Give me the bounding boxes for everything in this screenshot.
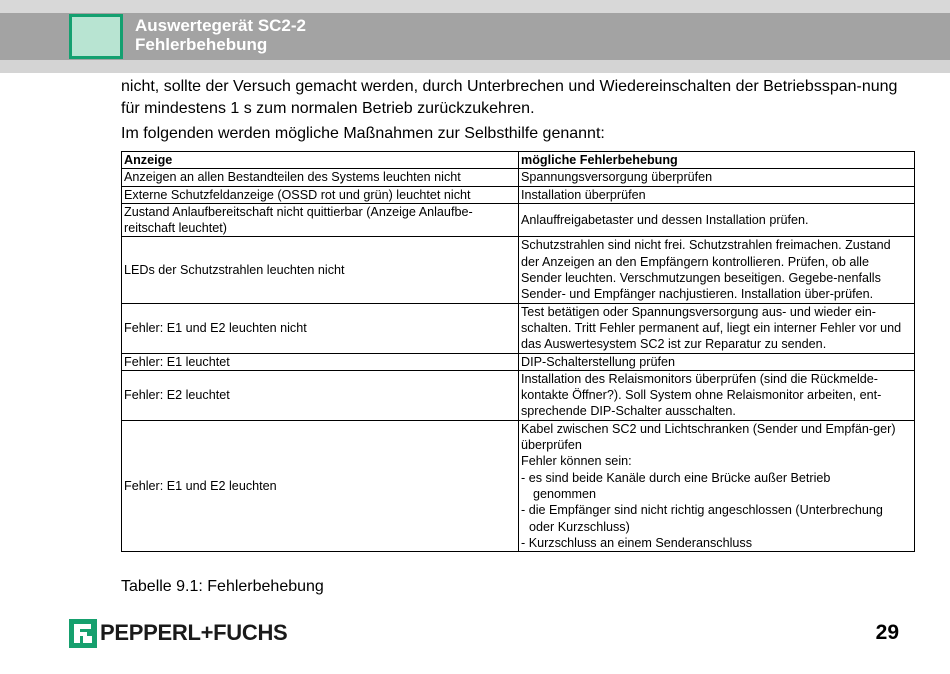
- remedy-cell: [519, 303, 915, 353]
- remedy-cell: [519, 237, 915, 303]
- remedy-line: Anlauffreigabetaster und dessen Installation prüfen.: [521, 213, 809, 228]
- table-row: [122, 203, 915, 237]
- table-row: [122, 169, 915, 186]
- remedy-cell: [519, 169, 915, 186]
- remedy-line: - Kurzschluss an einem Senderanschluss: [521, 535, 752, 550]
- header-bottom-strip: [0, 60, 950, 73]
- fault-table: [121, 151, 915, 552]
- header-title: [135, 16, 306, 54]
- remedy-line: Test betätigen oder Spannungsversorgung aus- und wieder ein-schalten. Tritt Fehler permanent auf, liegt ein interner Fehler vor und das Auswertesystem SC2 ist zur Reparatur zu senden.: [521, 304, 902, 352]
- header-title-line2: Fehlerbehebung: [135, 35, 268, 54]
- table-row: [122, 370, 915, 420]
- indication-cell: Fehler: E1 leuchtet: [122, 353, 519, 370]
- section-marker-square: [69, 14, 123, 59]
- remedy-cell: [519, 370, 915, 420]
- intro-paragraph: nicht, sollte der Versuch gemacht werden, durch Unterbrechen und Wiedereinschalten der Betriebsspan-nung für mindestens 1 s zum normalen Betrieb zurückzukehren.: [121, 78, 898, 117]
- table-row: [122, 420, 915, 551]
- remedy-line: - die Empfänger sind nicht richtig angeschlossen (Unterbrechung: [521, 503, 883, 518]
- brand-logo: [69, 618, 287, 648]
- indication-cell: Zustand Anlaufbereitschaft nicht quittierbar (Anzeige Anlaufbe-reitschaft leuchtet): [122, 203, 519, 237]
- remedy-line: DIP-Schalterstellung prüfen: [521, 354, 676, 369]
- remedy-line: oder Kurzschluss): [529, 519, 630, 534]
- page-number: 29: [875, 621, 899, 644]
- header-title-line1: Auswertegerät SC2-2: [135, 16, 307, 35]
- table-header-row: [122, 152, 915, 169]
- table-row: [122, 237, 915, 303]
- remedy-line: genommen: [533, 486, 597, 501]
- header-top-strip: [0, 0, 950, 13]
- remedy-line: Fehler können sein:: [521, 454, 632, 469]
- indication-cell: Externe Schutzfeldanzeige (OSSD rot und grün) leuchtet nicht: [122, 186, 519, 203]
- indication-cell: Fehler: E2 leuchtet: [122, 370, 519, 420]
- remedy-cell: [519, 353, 915, 370]
- remedy-line: - es sind beide Kanäle durch eine Brücke außer Betrieb: [521, 470, 831, 485]
- remedy-cell: [519, 186, 915, 203]
- indication-cell: Fehler: E1 und E2 leuchten: [122, 420, 519, 551]
- indication-cell: Anzeigen an allen Bestandteilen des Systems leuchten nicht: [122, 169, 519, 186]
- remedy-line: Spannungsversorgung überprüfen: [521, 170, 713, 185]
- pepperl-fuchs-logo-icon: [69, 619, 97, 648]
- table-row: [122, 186, 915, 203]
- remedy-line: Kabel zwischen SC2 und Lichtschranken (Sender und Empfän-ger) überprüfen: [521, 421, 896, 453]
- remedy-cell: [519, 203, 915, 237]
- table-row: [122, 303, 915, 353]
- remedy-line: Installation des Relaismonitors überprüfen (sind die Rückmelde-kontakte Öffner?). Soll System ohne Relaismonitor arbeiten, ent-sprechende DIP-Schalter ausschalten.: [521, 371, 882, 419]
- column-header-indication: Anzeige: [122, 152, 519, 169]
- indication-cell: Fehler: E1 und E2 leuchten nicht: [122, 303, 519, 353]
- table-row: [122, 353, 915, 370]
- column-header-remedy: mögliche Fehlerbehebung: [519, 152, 915, 169]
- table-caption: Tabelle 9.1: Fehlerbehebung: [121, 578, 324, 595]
- indication-cell: LEDs der Schutzstrahlen leuchten nicht: [122, 237, 519, 303]
- lead-paragraph: Im folgenden werden mögliche Maßnahmen zur Selbsthilfe genannt:: [121, 125, 605, 142]
- remedy-line: Schutzstrahlen sind nicht frei. Schutzstrahlen freimachen. Zustand der Anzeigen an den Empfängern kontrollieren. Prüfen, ob alle Sender leuchten. Verschmutzungen beseitigen. Gegebe-nenfalls Sender- und Empfänger nachjustieren. Installation über-prüfen.: [521, 238, 891, 302]
- brand-name: PEPPERL+FUCHS: [100, 620, 288, 645]
- remedy-line: Installation überprüfen: [521, 187, 646, 202]
- remedy-cell: [519, 420, 915, 551]
